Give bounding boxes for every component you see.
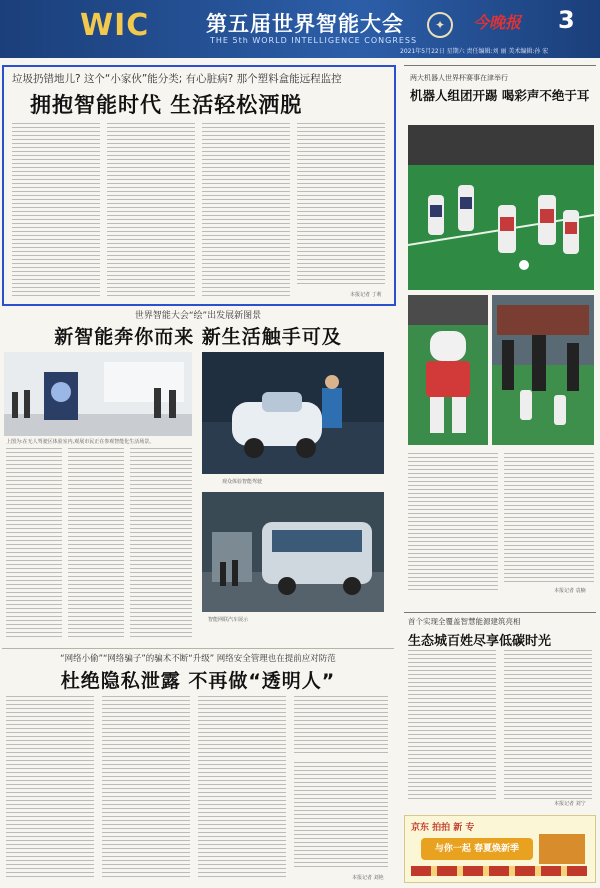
article-body-column <box>198 696 286 878</box>
article-smart-life <box>2 65 396 306</box>
article-headline: 机器人组团开踢 喝彩声不绝于耳 <box>410 88 590 103</box>
ad-product-image <box>539 834 585 864</box>
photo-caption: 观众体验智能驾驶 <box>222 479 263 485</box>
article-kicker: 世界智能大会“绘”出发展新图景 <box>134 311 262 321</box>
article-body-column <box>202 123 290 299</box>
ad-banner[interactable]: 与你一起 春夏焕新季 <box>421 838 533 860</box>
article-byline: 本报记者 刘宁 <box>554 801 586 807</box>
article-low-carbon <box>404 612 596 807</box>
article-body-column <box>6 448 62 638</box>
article-body-column <box>504 650 592 800</box>
article-body-column <box>130 448 192 638</box>
article-body-column <box>102 696 190 878</box>
article-privacy-protection <box>2 652 394 884</box>
article-kicker: 首个实现全覆盖智慧能源建筑亮相 <box>408 617 521 626</box>
article-body-column <box>12 123 100 299</box>
article-headline: 新智能奔你而来 新生活触手可及 <box>54 326 342 348</box>
date-line: 2021年5月22日 星期六 责任编辑:刘 丽 美术编辑:孙 宏 <box>400 48 549 55</box>
article-kicker: 两大机器人世界杯赛事在津举行 <box>410 74 508 82</box>
article-byline: 本报记者 袁楠 <box>554 588 586 594</box>
article-body-column <box>408 453 498 593</box>
photo-robot-crowd <box>492 295 594 445</box>
conference-title: 第五届世界智能大会 <box>206 12 404 36</box>
article-body-column <box>294 696 388 756</box>
section-divider <box>2 648 394 649</box>
photo-caption: 上图为:在无人驾驶区体验室内,观展市民正在参观智能化生活场景。 <box>6 439 155 445</box>
article-headline: 生态城百姓尽享低碳时光 <box>408 634 552 649</box>
article-robot-soccer <box>404 65 596 605</box>
photo-exhibition-hall <box>4 352 192 436</box>
photo-robot-close <box>408 295 488 445</box>
article-byline: 本报记者 丁莉 <box>350 292 382 298</box>
photo-caption: 智能网联汽车展示 <box>208 617 249 623</box>
photo-smart-bus <box>202 492 384 612</box>
article-body-column <box>297 123 385 287</box>
article-body-column <box>107 123 195 299</box>
article-kicker: “网络小偷”“网络骗子”的骗术不断“升级” 网络安全管理也在提前应对防范 <box>60 654 336 664</box>
advertisement[interactable] <box>404 815 596 883</box>
article-body-column <box>504 453 594 583</box>
article-headline: 拥抱智能时代 生活轻松洒脱 <box>30 93 303 117</box>
ad-title: 京东 拍拍 新 专 <box>411 823 475 833</box>
newspaper-emblem-icon: ✦ <box>427 12 453 38</box>
ad-product-strip <box>411 866 587 876</box>
article-body-column <box>408 650 496 800</box>
article-headline: 杜绝隐私泄露 不再做“透明人” <box>60 670 336 692</box>
article-body-column <box>68 448 124 638</box>
photo-driving-experience <box>202 352 384 474</box>
wic-logo: WIC <box>80 8 150 43</box>
article-byline: 本报记者 刘艳 <box>352 875 384 881</box>
conference-subtitle: THE 5th WORLD INTELLIGENCE CONGRESS <box>210 36 418 45</box>
masthead-banner <box>0 0 600 58</box>
article-kicker: 垃圾扔错地儿? 这个“小家伙”能分类; 有心脏病? 那个塑料盒能远程监控 <box>12 73 342 85</box>
page-number: 3 <box>558 6 575 34</box>
article-new-intelligence <box>2 306 394 646</box>
article-body-column <box>294 762 388 870</box>
article-body-column <box>6 696 94 878</box>
newspaper-name: 今晚报 <box>473 13 522 32</box>
photo-robot-match <box>408 125 594 290</box>
